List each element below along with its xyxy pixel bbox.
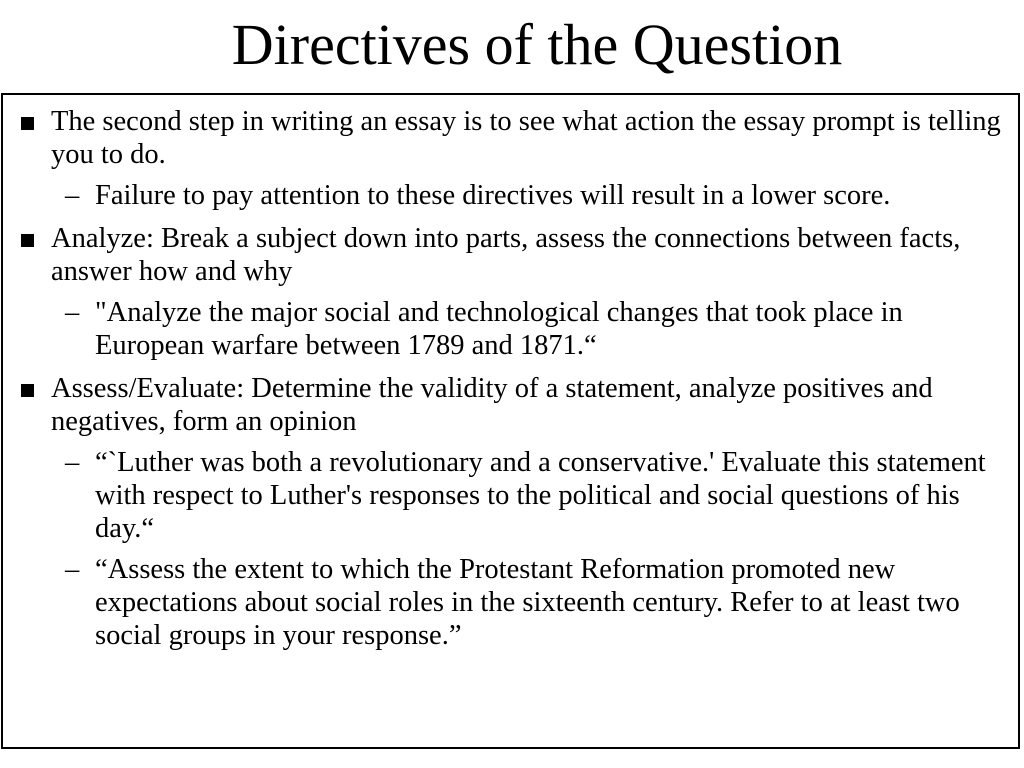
slide-title: Directives of the Question — [231, 12, 843, 77]
sub-bullet-text: “`Luther was both a revolutionary and a conservative.' Evaluate this statement with respect to Luther's responses to the political and social questions of his day.“ — [95, 447, 986, 544]
dash-bullet-icon: – — [65, 554, 80, 585]
sub-bullet-item-analyze-example — [3, 296, 1018, 362]
sub-bullet-text: "Analyze the major social and technological changes that took place in European warfare between 1789 and 1871.“ — [95, 297, 903, 361]
square-bullet-icon — [21, 234, 34, 247]
bullet-item-analyze — [3, 222, 1018, 288]
square-bullet-icon — [21, 384, 34, 397]
sub-bullet-item-failure — [3, 179, 1018, 212]
dash-bullet-icon: – — [65, 180, 80, 211]
sub-bullet-text: “Assess the extent to which the Protestant Reformation promoted new expectations about social roles in the sixteenth century. Refer to at least two social groups in your response.” — [95, 554, 960, 651]
sub-bullet-item-reformation-example — [3, 553, 1018, 652]
bullet-list — [3, 95, 1018, 652]
bullet-text: Assess/Evaluate: Determine the validity of a statement, analyze positives and negatives, form an opinion — [51, 373, 933, 437]
bullet-text: Analyze: Break a subject down into parts, assess the connections between facts, answer how and why — [51, 223, 961, 287]
bullet-item-assess-evaluate — [3, 372, 1018, 438]
dash-bullet-icon: – — [65, 447, 80, 478]
sub-bullet-text: Failure to pay attention to these directives will result in a lower score. — [95, 180, 891, 211]
content-box — [1, 93, 1020, 749]
bullet-item-second-step — [3, 105, 1018, 171]
dash-bullet-icon: – — [65, 297, 80, 328]
bullet-text: The second step in writing an essay is to see what action the essay prompt is telling you to do. — [51, 106, 1001, 170]
sub-bullet-item-luther-example — [3, 446, 1018, 545]
square-bullet-icon — [21, 117, 34, 130]
